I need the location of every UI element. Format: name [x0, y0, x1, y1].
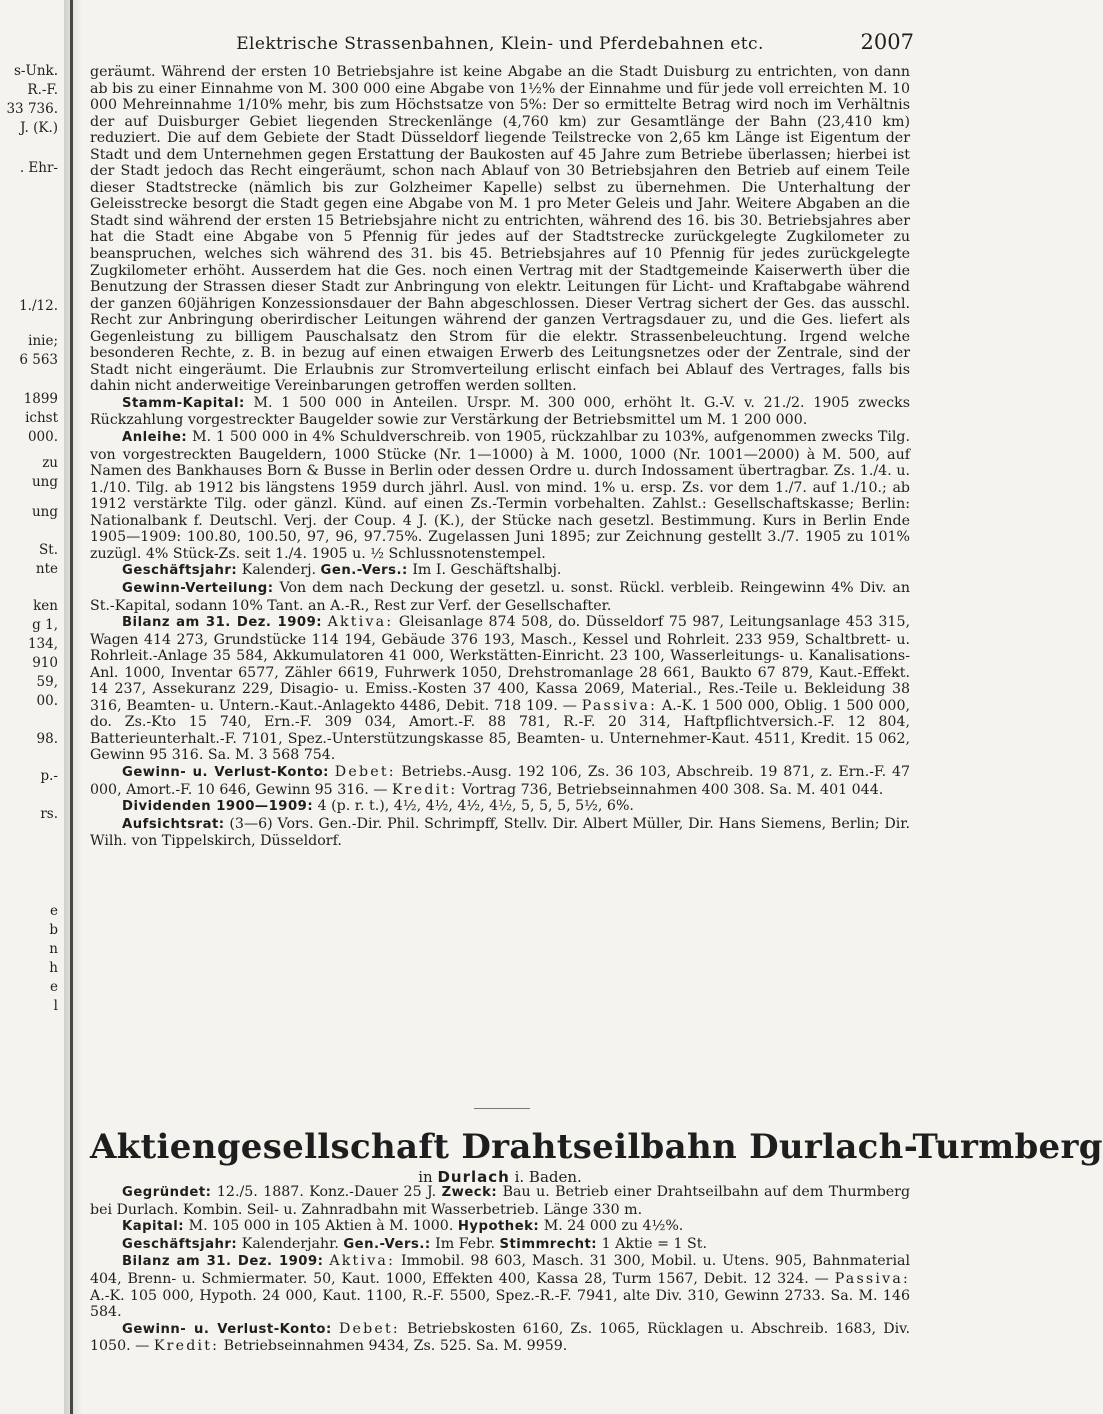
entry-heading: Hypothek:	[457, 1219, 540, 1235]
entry-heading: Bilanz am 31. Dez. 1909:	[122, 1254, 324, 1270]
margin-fragment: e	[50, 903, 58, 919]
debet-text: Betriebskosten 6160, Zs. 1065, Rücklagen u. Abschreib. 1683, Div. 1050. —	[90, 1320, 910, 1355]
kapital-entry	[90, 1218, 910, 1236]
gegruendet-entry	[90, 1184, 910, 1218]
entry-text: Kalenderj.	[241, 562, 317, 579]
margin-fragment: ken	[33, 598, 58, 614]
margin-fragment: h	[49, 960, 58, 976]
debet-label: Debet:	[338, 1320, 400, 1337]
entry-text: Im Febr.	[435, 1235, 495, 1252]
entry-heading: Anleihe:	[122, 430, 188, 446]
aktiva-text: Gleisanlage 874 508, do. Düsseldorf 75 987, Leitungsanlage 453 315, Wagen 414 273, Grundstücke 114 194, Gebäude 376 193, Masch., Kessel und Rohrleit. 233 959, Schaltbrett- u. Rohrleit.-Anlage 35 584, Akkumulatoren 41 000, Werkstätten-Einricht. 23 100, Wasserleitungs- u. Kanalisations-Anl. 1000, Inventar 6577, Zähler 6619, Fuhrwerk 1050, Drehstromanlage 28 661, Baukto 67 879, Kaut.-Effekt. 14 237, Assekuranz 229, Disagio- u. Emiss.-Kosten 37 400, Kassa 2069, Material., Res.-Teile u. Bekleidung 38 316, Beamten- u. Untern.-Kaut.-Anlagekto 4486, Debit. 718 109. —	[90, 614, 910, 714]
location-city: Durlach	[437, 1168, 510, 1186]
section-divider	[474, 1108, 530, 1109]
entry-text: (3—6) Vors. Gen.-Dir. Phil. Schrimpff, Stellv. Dir. Albert Müller, Dir. Hans Siemens, Berlin; Dir. Wilh. von Tippelskirch, Düsseldorf.	[90, 815, 910, 850]
entry-heading: Gegründet:	[122, 1185, 212, 1200]
margin-fragment: 00.	[36, 693, 58, 709]
margin-fragment: 910	[32, 655, 58, 671]
entry-heading: Geschäftsjahr:	[122, 563, 238, 579]
margin-fragment: s-Unk.	[13, 63, 58, 79]
margin-fragment: 1./12.	[19, 298, 58, 314]
aktiva-text: Immobil. 98 603, Masch. 31 300, Mobil. u. Utens. 905, Bahnmaterial 404, Brenn- u. Schmiermater. 50, Kaut. 1000, Effekten 400, Kassa 28, Turm 1567, Debit. 12 324. —	[90, 1253, 910, 1287]
margin-fragment: p.-	[40, 768, 58, 784]
dividenden-entry	[90, 798, 910, 816]
kredit-text: Vortrag 736, Betriebseinnahmen 400 308. Sa. M. 401 044.	[461, 781, 884, 798]
margin-fragment: J. (K.)	[20, 120, 58, 136]
entry-text: 12./5. 1887. Konz.-Dauer 25 J.	[216, 1184, 437, 1200]
anleihe-entry	[90, 429, 910, 562]
margin-fragment: ung	[31, 504, 58, 520]
geschaeftsjahr-entry	[90, 1236, 910, 1254]
margin-fragment: 98.	[36, 731, 58, 747]
geschaeftsjahr-entry	[90, 562, 910, 580]
running-header	[90, 30, 914, 60]
entry-heading: Gewinn- u. Verlust-Konto:	[122, 764, 329, 780]
margin-fragment: rs.	[40, 806, 58, 822]
entry-text: M. 1 500 000 in 4% Schuldverschreib. von 1905, rückzahlbar zu 103%, aufgenommen zwecks Tilg. von vorgestreckten Baugeldern, 1000 Stücke (Nr. 1—1000) à M. 1000, 1000 (Nr. 1001—2000) à M. 500, auf Namen des Bankhauses Born & Busse in Berlin oder dessen Ordre u. durch Indossament übertragbar. Zs. 1./4. u. 1./10. Tilg. ab 1912 bis längstens 1959 durch jährl. Ausl. von mind. 1% u. ersp. Zs. vor dem 1./7. auf 1./10.; ab 1912 verstärkte Tilg. oder gänzl. Künd. auf einen Zs.-Termin vorbehalten. Zahlst.: Gesellschaftskasse; Berlin: Nationalbank f. Deutschl. Verj. der Coup. 4 J. (K.), der Stücke nach gesetzl. Bestimmung. Kurs in Berlin Ende 1905—1909: 100.80, 100.50, 97, 96, 97.75%. Zugelassen Juni 1895; zur Zeichnung gestellt 3./7. 1905 zu 101% zuzügl. 4% Stück-Zs. seit 1./4. 1905 u. ½ Schlussnotenstempel.	[90, 429, 911, 562]
entry-heading: Stimmrecht:	[499, 1236, 598, 1252]
location-suffix: i. Baden.	[514, 1168, 582, 1186]
entry-heading: Stamm-Kapital:	[122, 395, 245, 411]
aufsichtsrat-entry	[90, 816, 910, 850]
passiva-text: A.-K. 1 500 000, Oblig. 1 500 000, do. Zs.-Kto 15 740, Ern.-F. 309 034, Amort.-F. 88 781, R.-F. 20 314, Haftpflichtversich.-F. 12 804, Batterieunterhalt.-F. 7101, Spez.-Unterstützungskasse 85, Beamten- u. Unternehmer-Kaut. 4511, Kredit. 15 062, Gewinn 95 316. Sa. M. 3 568 754.	[90, 697, 910, 764]
margin-fragment: 1899	[23, 391, 58, 407]
margin-fragment: 000.	[27, 429, 58, 445]
margin-fragment: e	[50, 979, 58, 995]
bilanz-entry	[90, 614, 910, 764]
page-gutter-shadow	[64, 0, 82, 1414]
entry-text: 1 Aktie = 1 St.	[601, 1235, 707, 1252]
entry-heading: Gewinn- u. Verlust-Konto:	[122, 1321, 332, 1337]
left-margin-fragments	[0, 62, 62, 1014]
page-number: 2007	[860, 30, 914, 54]
entry-heading: Geschäftsjahr:	[122, 1236, 238, 1252]
stamm-kapital-entry	[90, 395, 910, 429]
section-drahtseilbahn	[90, 1184, 910, 1355]
debet-label: Debet:	[334, 763, 396, 780]
margin-fragment: l	[53, 998, 58, 1014]
gewinn-verteilung-entry	[90, 580, 910, 614]
entry-heading: Kapital:	[122, 1219, 185, 1235]
margin-fragment: St.	[39, 542, 58, 558]
margin-fragment: . Ehr-	[19, 160, 58, 176]
guv-entry	[90, 764, 910, 798]
margin-fragment: b	[49, 922, 58, 938]
entry-heading: Gen.-Vers.:	[320, 563, 408, 579]
margin-fragment: 59,	[36, 674, 58, 690]
margin-fragment: inie;	[28, 333, 58, 349]
intro-paragraph: geräumt. Während der ersten 10 Betriebsjahre ist keine Abgabe an die Stadt Duisburg zu entrichten, von dann ab bis zu einer Einnahme von M. 300 000 eine Abgabe von 1½% der Einnahme und für jede voll erreichten M. 10 000 Mehreinnahme 1/10% mehr, bis zum Höchstsatze von 5%: Der so ermittelte Betrag wird noch im Verhältnis der auf Duisburger Gebiet liegenden Streckenlänge (4,760 km) zur Gesamtlänge der Bahn (23,410 km) reduziert. Die auf dem Gebiete der Stadt Düsseldorf liegende Teilstrecke von 2,65 km Länge ist Eigentum der Stadt und dem Unternehmen gegen Erstattung der Baukosten auf 45 Jahre zum Betriebe überlassen; hierbei ist der Stadt jedoch das Recht eingeräumt, schon nach Ablauf von 30 Betriebsjahren den Betrieb auf einem Teile dieser Stadtstrecke (nämlich bis zur Golzheimer Kapelle) selbst zu übernehmen. Die Unterhaltung der Geleisstrecke besorgt die Stadt gegen eine Abgabe von M. 1 pro Meter Geleis und Jahr. Weitere Abgaben an die Stadt sind während der ersten 15 Betriebsjahre nicht zu entrichten, während des 16. bis 30. Betriebsjahres aber hat die Stadt eine Abgabe von 5 Pfennig für jedes auf der Stadtstrecke zurückgelegte Zugkilometer zu beanspruchen, welches sich während des 31. bis 45. Betriebsjahres auf 10 Pfennig für jedes zurückgelegte Zugkilometer erhöht. Ausserdem hat die Ges. noch einen Vertrag mit der Stadtgemeinde Kaiserwerth über die Benutzung der Strassen dieser Stadt zur Anbringung von elektr. Leitungen für Licht- und Kraftabgabe während der ganzen 60jährigen Konzessionsdauer der Bahn abgeschlossen. Dieser Vertrag sichert der Ges. das ausschl. Recht zur Anbringung oberirdischer Leitungen während der ganzen Vertragsdauer zu, und die Ges. liefert als Gegenleistung zu billigem Pauschalsatz den Strom für die elektr. Strassenbeleuchtung. Irgend welche besonderen Rechte, z. B. in bezug auf einen etwaigen Erwerb des Leitungsnetzes oder der Zentrale, sind der Stadt nicht eingeräumt. Die Erlaubnis zur Stromverteilung erlischt einfach bei Ablauf des Vertrages, falls bis dahin nicht anderweitige Vereinbarungen getroffen werden sollten.	[90, 64, 910, 395]
entry-heading: Bilanz am 31. Dez. 1909:	[122, 615, 323, 631]
margin-fragment: 6 563	[19, 352, 58, 368]
entry-text: M. 24 000 zu 4½%.	[543, 1218, 684, 1235]
entry-heading: Zweck:	[441, 1185, 498, 1200]
entry-text: Kalenderjahr.	[241, 1235, 339, 1252]
passiva-text: A.-K. 105 000, Hypoth. 24 000, Kaut. 1100, R.-F. 5500, Spez.-R.-F. 7941, alte Div. 310, Gewinn 2733. Sa. M. 146 584.	[90, 1287, 910, 1321]
entry-text: Von dem nach Deckung der gesetzl. u. sonst. Rückl. verbleib. Reingewinn 4% Div. an St.-Kapital, sodann 10% Tant. an A.-R., Rest zur Verf. der Gesellschafter.	[90, 579, 910, 614]
kredit-label: Kredit:	[392, 781, 458, 798]
entry-heading: Gen.-Vers.:	[343, 1236, 431, 1252]
entry-text: Bau u. Betrieb einer Drahtseilbahn auf dem Thurmberg bei Durlach. Kombin. Seil- u. Zahnradbahn mit Wasserbetrieb. Länge 330 m.	[90, 1184, 911, 1218]
entry-heading: Dividenden 1900—1909:	[122, 799, 314, 815]
passiva-label: Passiva:	[834, 1270, 911, 1287]
aktiva-label: Aktiva:	[327, 614, 394, 631]
entry-text: M. 1 500 000 in Anteilen. Urspr. M. 300 000, erhöht lt. G.-V. v. 21./2. 1905 zwecks Rückzahlung vorgestreckter Baugelder sowie zur Verstärkung der Betriebsmittel um M. 1 200 000.	[90, 394, 910, 429]
section-electric-railway	[90, 64, 910, 850]
margin-fragment: zu	[42, 455, 58, 471]
guv-entry	[90, 1321, 910, 1355]
margin-fragment: nte	[35, 561, 58, 577]
running-title: Elektrische Strassenbahnen, Klein- und Pferdebahnen etc.	[236, 34, 764, 54]
company-title: Aktiengesellschaft Drahtseilbahn Durlach-Turmberg	[90, 1127, 1103, 1167]
margin-fragment: 33 736.	[6, 101, 58, 117]
entry-text: Im I. Geschäftshalbj.	[412, 562, 562, 579]
margin-fragment: n	[49, 941, 58, 957]
margin-fragment: ichst	[25, 410, 58, 426]
entry-text: 4 (p. r. t.), 4½, 4½, 4½, 4½, 5, 5, 5, 5½, 6%.	[317, 798, 634, 815]
margin-fragment: 134,	[27, 636, 58, 652]
margin-fragment: g 1,	[32, 617, 58, 633]
page-gutter-line	[70, 0, 73, 1414]
margin-fragment: ung	[31, 474, 58, 490]
passiva-label: Passiva:	[581, 697, 658, 714]
aktiva-label: Aktiva:	[329, 1253, 396, 1270]
entry-text: M. 105 000 in 105 Aktien à M. 1000.	[188, 1218, 454, 1235]
kredit-label: Kredit:	[153, 1338, 220, 1355]
debet-text: Betriebs.-Ausg. 192 106, Zs. 36 103, Abschreib. 19 871, z. Ern.-F. 47 000, Amort.-F. 10 646, Gewinn 95 316. —	[90, 763, 911, 798]
margin-fragment: R.-F.	[27, 82, 58, 98]
location-prefix: in	[418, 1168, 433, 1186]
entry-heading: Gewinn-Verteilung:	[122, 580, 274, 596]
bilanz-entry	[90, 1253, 910, 1320]
kredit-text: Betriebseinnahmen 9434, Zs. 525. Sa. M. 9959.	[223, 1338, 568, 1355]
entry-heading: Aufsichtsrat:	[122, 816, 225, 832]
